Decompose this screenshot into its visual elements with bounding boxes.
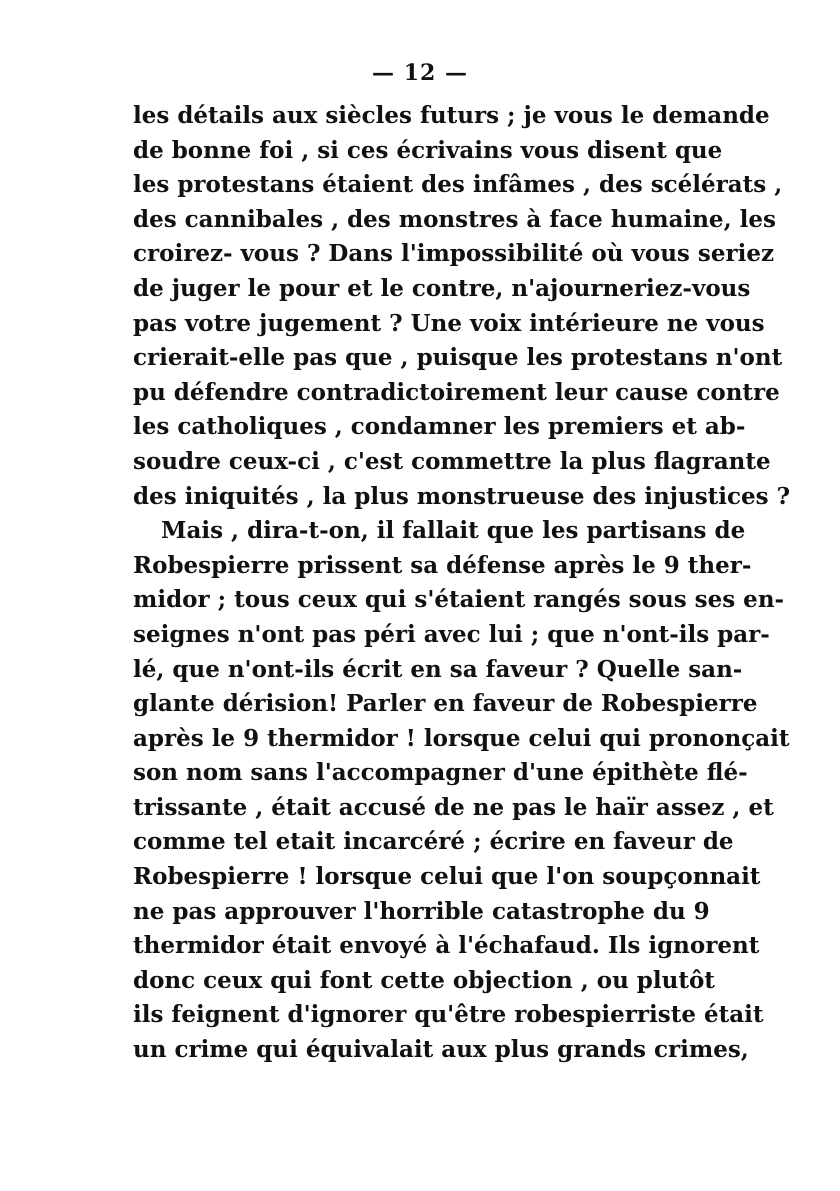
text-line: croirez- vous ? Dans l'impossibilité où vous seriez — [133, 240, 775, 268]
text-line: les catholiques , condamner les premiers et ab- — [133, 413, 746, 441]
text-line: glante dérision! Parler en faveur de Robespierre — [133, 690, 758, 718]
text-line: soudre ceux-ci , c'est commettre la plus flagrante — [133, 447, 771, 475]
body-text — [133, 99, 791, 1068]
text-line: trissante , était accusé de ne pas le haïr assez , et — [133, 793, 774, 821]
text-line: donc ceux qui font cette objection , ou plutôt — [133, 966, 715, 994]
text-line: Robespierre prissent sa défense après le 9 ther- — [133, 551, 752, 579]
text-line: des cannibales , des monstres à face humaine, les — [133, 205, 776, 233]
text-line: thermidor était envoyé à l'échafaud. Ils ignorent — [133, 932, 760, 960]
text-line: de bonne foi , si ces écrivains vous disent que — [133, 136, 723, 164]
text-line: lé, que n'ont-ils écrit en sa faveur ? Quelle san- — [133, 655, 743, 683]
text-line: de juger le pour et le contre, n'ajourneriez-vous — [133, 274, 751, 302]
text-line: crierait-elle pas que , puisque les protestans n'ont — [133, 344, 783, 372]
text-line: après le 9 thermidor ! lorsque celui qui prononçait — [133, 724, 790, 752]
text-line: pu défendre contradictoirement leur cause contre — [133, 378, 780, 406]
text-line: seignes n'ont pas péri avec lui ; que n'ont-ils par- — [133, 620, 770, 648]
text-line: un crime qui équivalait aux plus grands crimes, — [133, 1036, 749, 1064]
text-line: son nom sans l'accompagner d'une épithète flé- — [133, 759, 748, 787]
text-line: les protestans étaient des infâmes , des scélérats , — [133, 171, 783, 199]
text-line: les détails aux siècles futurs ; je vous le demande — [133, 102, 770, 129]
text-line: ils feignent d'ignorer qu'être robespierriste était — [133, 1001, 764, 1029]
paragraph-start-line: Mais , dira-t-on, il fallait que les partisans de — [161, 517, 746, 545]
text-line: midor ; tous ceux qui s'étaient rangés sous ses en- — [133, 586, 785, 614]
text-line: comme tel etait incarcéré ; écrire en faveur de — [133, 828, 734, 856]
text-line: Robespierre ! lorsque celui que l'on soupçonnait — [133, 863, 761, 891]
text-line: ne pas approuver l'horrible catastrophe du 9 — [133, 897, 710, 925]
text-line: pas votre jugement ? Une voix intérieure ne vous — [133, 309, 765, 337]
page-number: — 12 — — [372, 60, 468, 86]
text-line: des iniquités , la plus monstrueuse des injustices ? — [133, 482, 791, 510]
